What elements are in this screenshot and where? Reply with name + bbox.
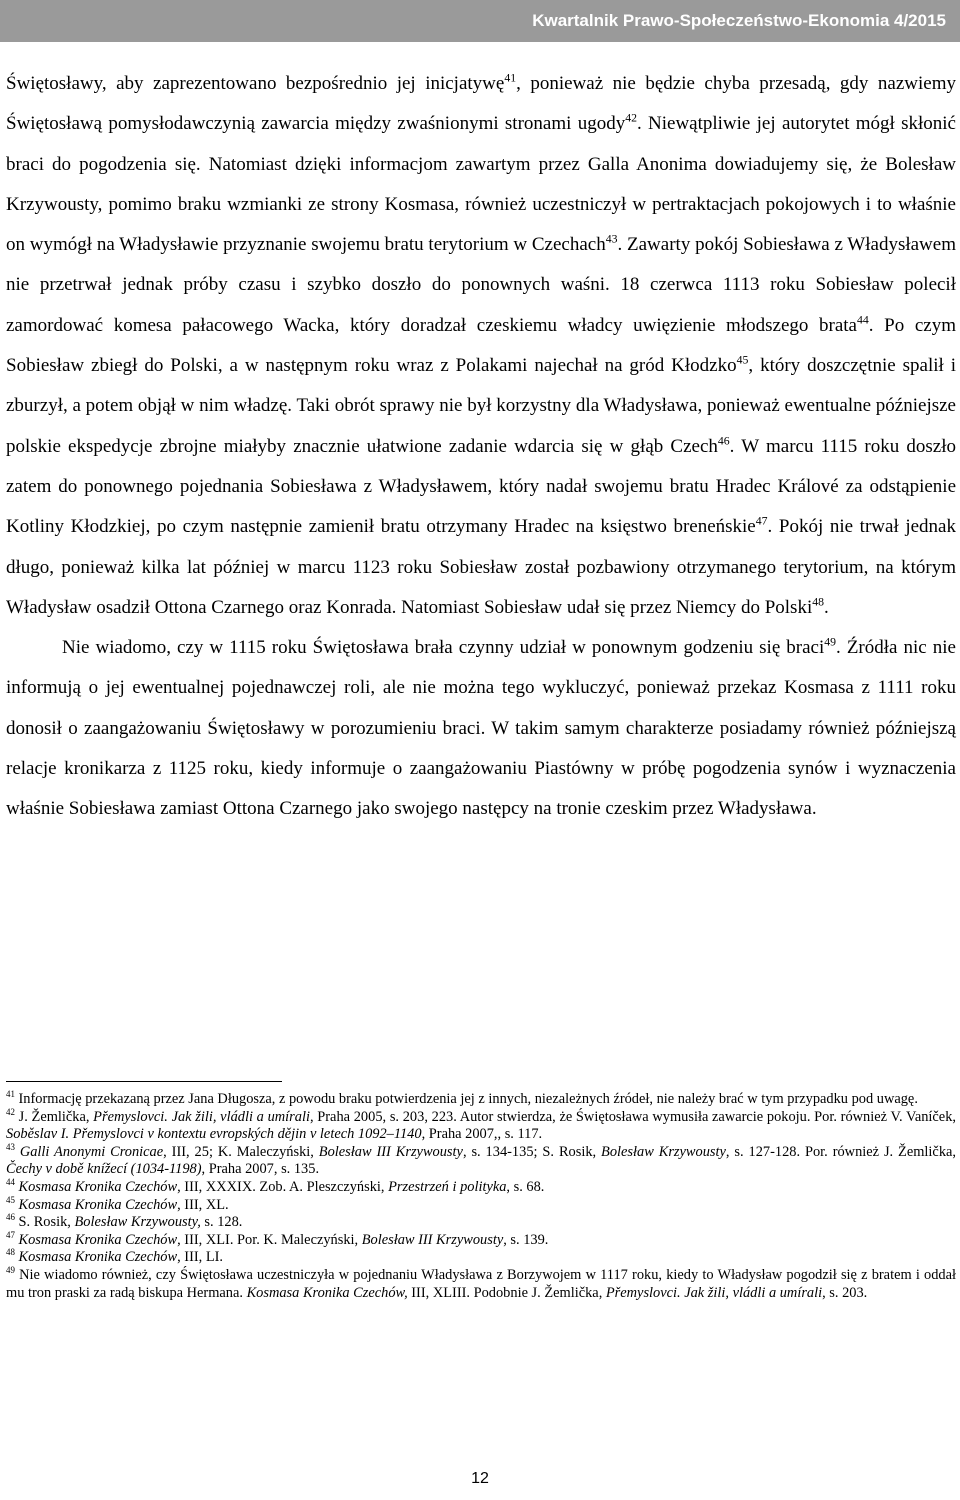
- footnote-43: $^{43}$ Galli Anonymi Cronicae, III, 25; K. Maleczyński, Bolesław III Krzywousty, s. 134-135; S. Rosik, Bolesław Krzywousty, s. 127-128. Por. również J. Žemlička, Čechy v době knížecí (1034-1198), Praha 2007, s. 135.: [6, 1141, 956, 1178]
- paragraph-2: Nie wiadomo, czy w 1115 roku Świętosława brała czynny udział w ponownym godzeniu się braci$^{49}$. Źródła nic nie informują o jej ewentualnej pojednawczej roli, ale nie można tego wykluczyć, ponieważ przekaz Kosmasa z 1111 roku donosił o zaangażowaniu Świętosławy w porozumieniu braci. W takim samym charakterze posiadamy również późniejszą relacje kronikarza z 1125 roku, kiedy informuje o zaangażowaniu Piastówny w próbę pogodzenia synów i wyznaczenia właśnie Sobiesława zamiast Ottona Czarnego jako swojego następcy na tronie czeskim przez Władysława.: [6, 635, 956, 820]
- footnote-separator: [6, 1081, 282, 1082]
- footnote-49: $^{49}$ Nie wiadomo również, czy Świętosława uczestniczyła w pojednaniu Władysława z Borzywojem w 1117 roku, kiedy to Władysław pogodził się z bratem i oddał mu tron praski za radą biskupa Hermana. Kosmasa Kronika Czechów, III, XLIII. Podobnie J. Žemlička, Přemyslovci. Jak žili, vládli a umírali, s. 203.: [6, 1265, 956, 1301]
- footnotes: [6, 1091, 956, 1302]
- footnote-42: $^{42}$ J. Žemlička, Přemyslovci. Jak žili, vládli a umírali, Praha 2005, s. 203, 223. Autor stwierdza, że Świętosława wymusiła zawarcie pokoju. Por. również V. Vaníček, Soběslav I. Přemyslovci v kontextu evropských dějin v letech 1092–1140, Praha 2007,, s. 117.: [6, 1106, 956, 1143]
- footnote-ref-45[interactable]: 45: [736, 353, 749, 367]
- footnote-ref-42[interactable]: 42: [625, 111, 637, 125]
- footnote-ref-43[interactable]: 43: [605, 232, 618, 246]
- footnote-ref-47[interactable]: 47: [755, 514, 768, 528]
- footnote-ref-48[interactable]: 48: [812, 595, 824, 609]
- main-text: [6, 64, 956, 830]
- journal-header: [0, 0, 960, 42]
- paragraph-1: Świętosławy, aby zaprezentowano bezpośrednio jej inicjatywę$^{41}$, ponieważ nie będzie chyba przesadą, gdy nazwiemy Świętosławą pomysłodawczynią zawarcia między zwaśnionymi stronami ugody$^{42}$. Niewątpliwie jej autorytet mógł skłonić braci do pogodzenia się. Natomiast dzięki informacjom zawartym przez Galla Anonima dowiadujemy się, że Bolesław Krzywousty, pomimo braku wzmianki ze strony Kosmasa, również uczestniczył w pertraktacjach pokojowych i to właśnie on wymógł na Władysławie przyznanie swojemu bratu terytorium w Czechach$^{43}$. Zawarty pokój Sobiesława z Władysławem nie przetrwał jednak próby czasu i szybko doszło do ponownych waśni. 18 czerwca 1113 roku Sobiesław polecił zamordować komesa pałacowego Wacka, który doradzał czeskiemu władcy uwięzienie młodszego brata$^{44}$. Po czym Sobiesław zbiegł do Polski, a w następnym roku wraz z Polakami najechał na gród Kłodzko$^{45}$, który doszczętnie spalił i zburzył, a potem objął w nim władzę. Taki obrót sprawy nie był korzystny dla Władysława, ponieważ ewentualne późniejsze polskie ekspedycje zbrojne miałyby znacznie ułatwione zadanie wdarcia się w głąb Czech$^{46}$. W marcu 1115 roku doszło zatem do ponownego pojednania Sobiesława z Władysławem, który nadał swojemu bratu Hradec Králové za odstąpienie Kotliny Kłodzkiej, po czym następnie zamienił bratu otrzymany Hradec na księstwo breneńskie$^{47}$. Pokój nie trwał jednak długo, ponieważ kilka lat później w marcu 1123 roku Sobiesław został pozbawiony otrzymanego terytorium, na którym Władysław osadził Ottona Czarnego oraz Konrada. Natomiast Sobiesław udał się przez Niemcy do Polski$^{48}$.: [6, 71, 956, 618]
- footnote-44: $^{44}$ Kosmasa Kronika Czechów, III, XXXIX. Zob. A. Pleszczyński, Przestrzeń i polityka, s. 68.: [6, 1177, 545, 1195]
- footnote-ref-49[interactable]: 49: [824, 635, 837, 649]
- journal-title: Kwartalnik Prawo-Społeczeństwo-Ekonomia 4/2015: [532, 11, 946, 30]
- footnote-41: $^{41}$ Informację przekazaną przez Jana Długosza, z powodu braku potwierdzenia jej z innych, niezależnych źródeł, nie należy brać w tym przypadku pod uwagę.: [6, 1089, 918, 1107]
- footnote-46: $^{46}$ S. Rosik, Bolesław Krzywousty, s. 128.: [6, 1212, 243, 1231]
- footnote-47: $^{47}$ Kosmasa Kronika Czechów, III, XLI. Por. K. Maleczyński, Bolesław III Krzywousty, s. 139.: [6, 1229, 549, 1248]
- footnote-ref-44[interactable]: 44: [856, 313, 869, 327]
- footnote-45: $^{45}$ Kosmasa Kronika Czechów, III, XL.: [6, 1194, 229, 1213]
- footnote-ref-41[interactable]: 41: [504, 71, 517, 85]
- page-number: 12: [471, 1470, 489, 1487]
- footnote-48: $^{48}$ Kosmasa Kronika Czechów, III, LI.: [6, 1247, 224, 1266]
- footnote-ref-46[interactable]: 46: [717, 434, 730, 448]
